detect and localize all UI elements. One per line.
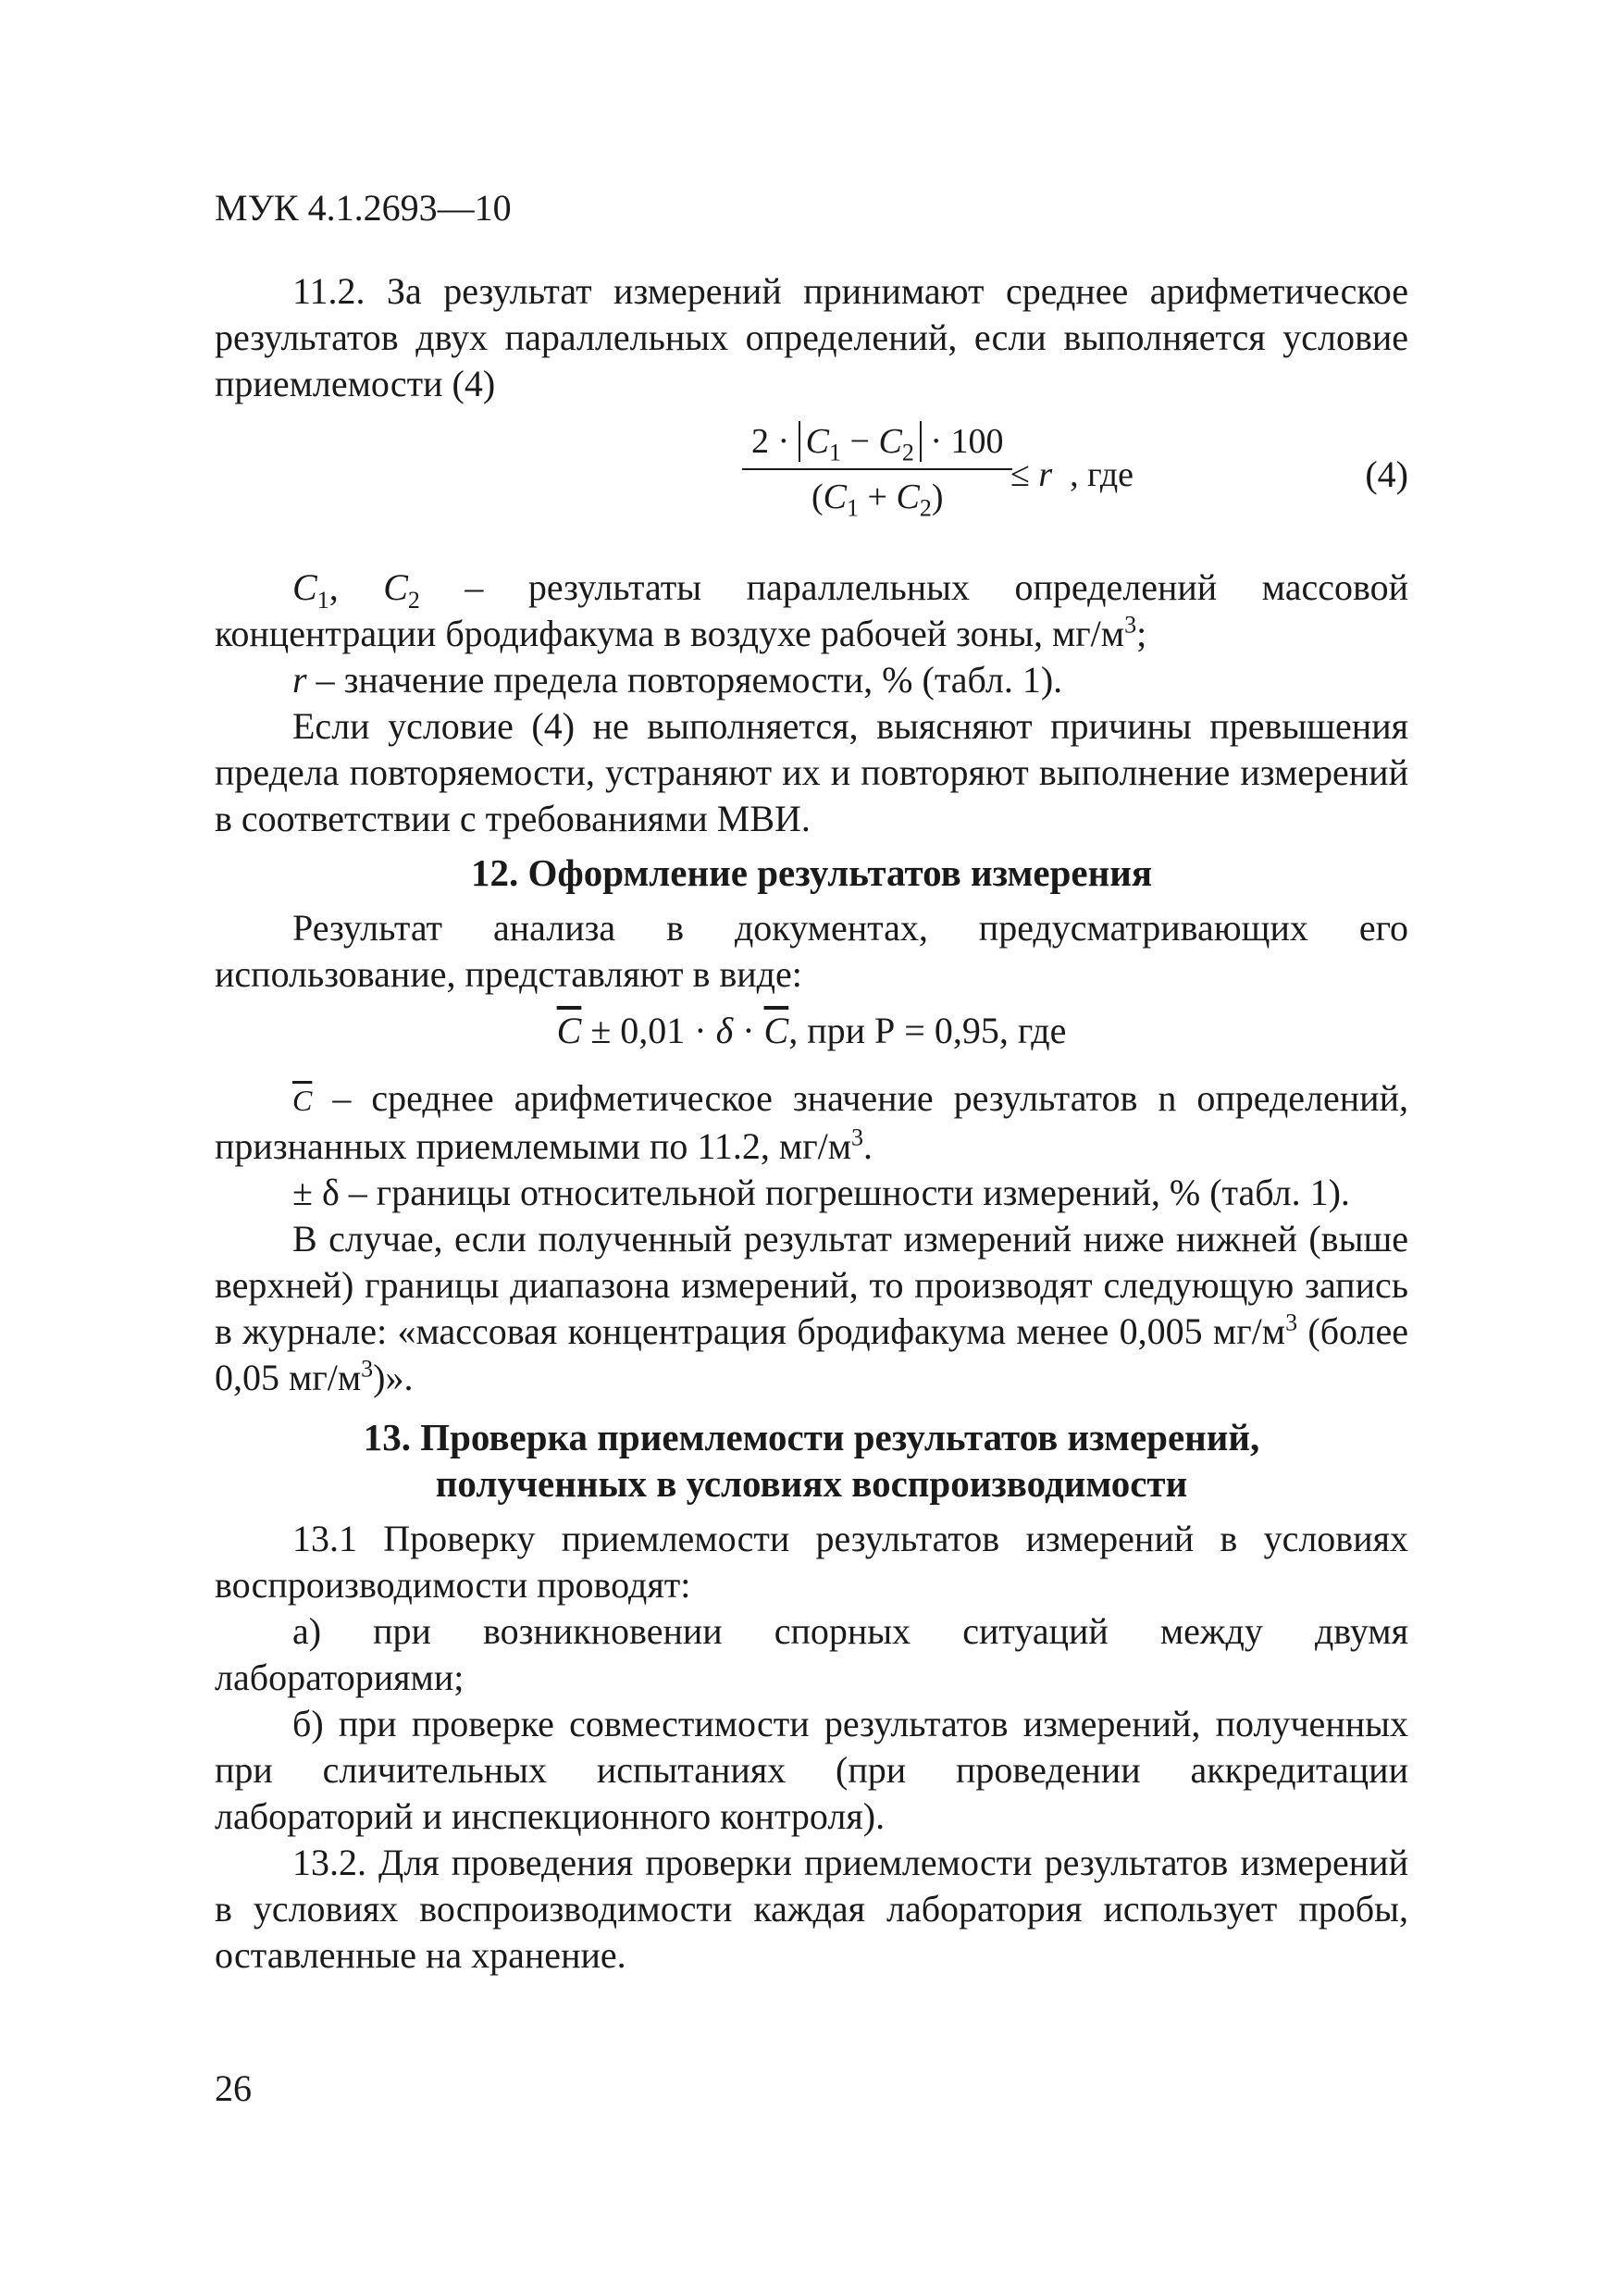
heading-section-13 xyxy=(215,1414,1408,1507)
formula-4-suffix: , где xyxy=(1070,455,1134,494)
paragraph-11-2: 11.2. За результат измерений принимают среднее арифметическое результатов двух параллельных определений, если выполняется условие приемлемости (4) xyxy=(215,270,1408,404)
heading-section-12: 12. Оформление результатов измерения xyxy=(470,851,1153,894)
paragraph-range-case: В случае, если полученный результат измерений ниже нижней (выше верхней) границы диапазона измерений, то производят следующую запись в журнале: «массовая концентрация бродифакума менее 0,005 $мг/м^3$ (более 0,05 $мг/м^3$)». xyxy=(215,1218,1408,1398)
formula-4-relation: ≤ r , где xyxy=(1010,455,1134,494)
absolute-value: $C_1 - C_2$ xyxy=(799,421,922,462)
list-item-b: б) при проверке совместимости результатов измерений, полученных при сличительных испытаниях (при проведении аккредитации лабораторий и инспекционного контроля). xyxy=(215,1703,1408,1837)
definition-r: r – значение предела повторяемости, % (табл. 1). xyxy=(292,659,1063,701)
paragraph-13-1: 13.1 Проверку приемлемости результатов измерений в условиях воспроизводимости проводят: xyxy=(215,1518,1408,1606)
list-item-a: а) при возникновении спорных ситуаций между двумя лабораториями; xyxy=(215,1610,1408,1698)
heading-13-line-2: полученных в условиях воспроизводимости xyxy=(435,1462,1188,1505)
definition-c1-c2: $C_1$, $C_2$ – результаты параллельных определений массовой концентрации бродифакума в воздухе рабочей зоны, $мг/м^3$; xyxy=(215,566,1409,654)
heading-13-line-1: 13. Проверка приемлемости результатов измерений, xyxy=(363,1416,1260,1458)
paragraph-condition-fail: Если условие (4) не выполняется, выясняют причины превышения предела повторяемости, устраняют их и повторяют выполнение измерений в соответствии с требованиями МВИ. xyxy=(215,705,1408,839)
formula-result-suffix: , при Р = 0,95, где xyxy=(788,1010,1067,1051)
formula-4-fraction xyxy=(742,415,1012,522)
page-number: 26 xyxy=(215,2067,252,2109)
definition-c-bar: $\overline{C}$ – среднее арифметическое значение результатов n определений, признанных приемлемыми по 11.2, $мг/м^3$. xyxy=(215,1077,1408,1167)
formula-4 xyxy=(215,415,1408,553)
page-content xyxy=(215,268,1408,1979)
definition-delta: ± δ – границы относительной погрешности измерений, % (табл. 1). xyxy=(292,1172,1350,1213)
formula-result: $\overline{C} \pm 0,01 \cdot \delta \cdot \overline{C}$, при Р = 0,95, где xyxy=(556,1010,1067,1051)
numerator-suffix: · 100 xyxy=(930,422,1004,461)
formula-4-number: (4) xyxy=(1365,453,1408,495)
formula-4-numerator xyxy=(742,415,1012,470)
paragraph-13-2: 13.2. Для проведения проверки приемлемости результатов измерений в условиях воспроизводимости каждая лаборатория использует пробы, оставленные на хранение. xyxy=(215,1842,1408,1976)
document-code-header: МУК 4.1.2693—10 xyxy=(215,187,512,229)
numerator-prefix: 2 · xyxy=(751,422,790,461)
formula-4-denominator: $(C_1 + C_2)$ xyxy=(812,478,944,522)
paragraph-12-intro: Результат анализа в документах, предусматривающих его использование, представляют в виде: xyxy=(215,907,1408,995)
